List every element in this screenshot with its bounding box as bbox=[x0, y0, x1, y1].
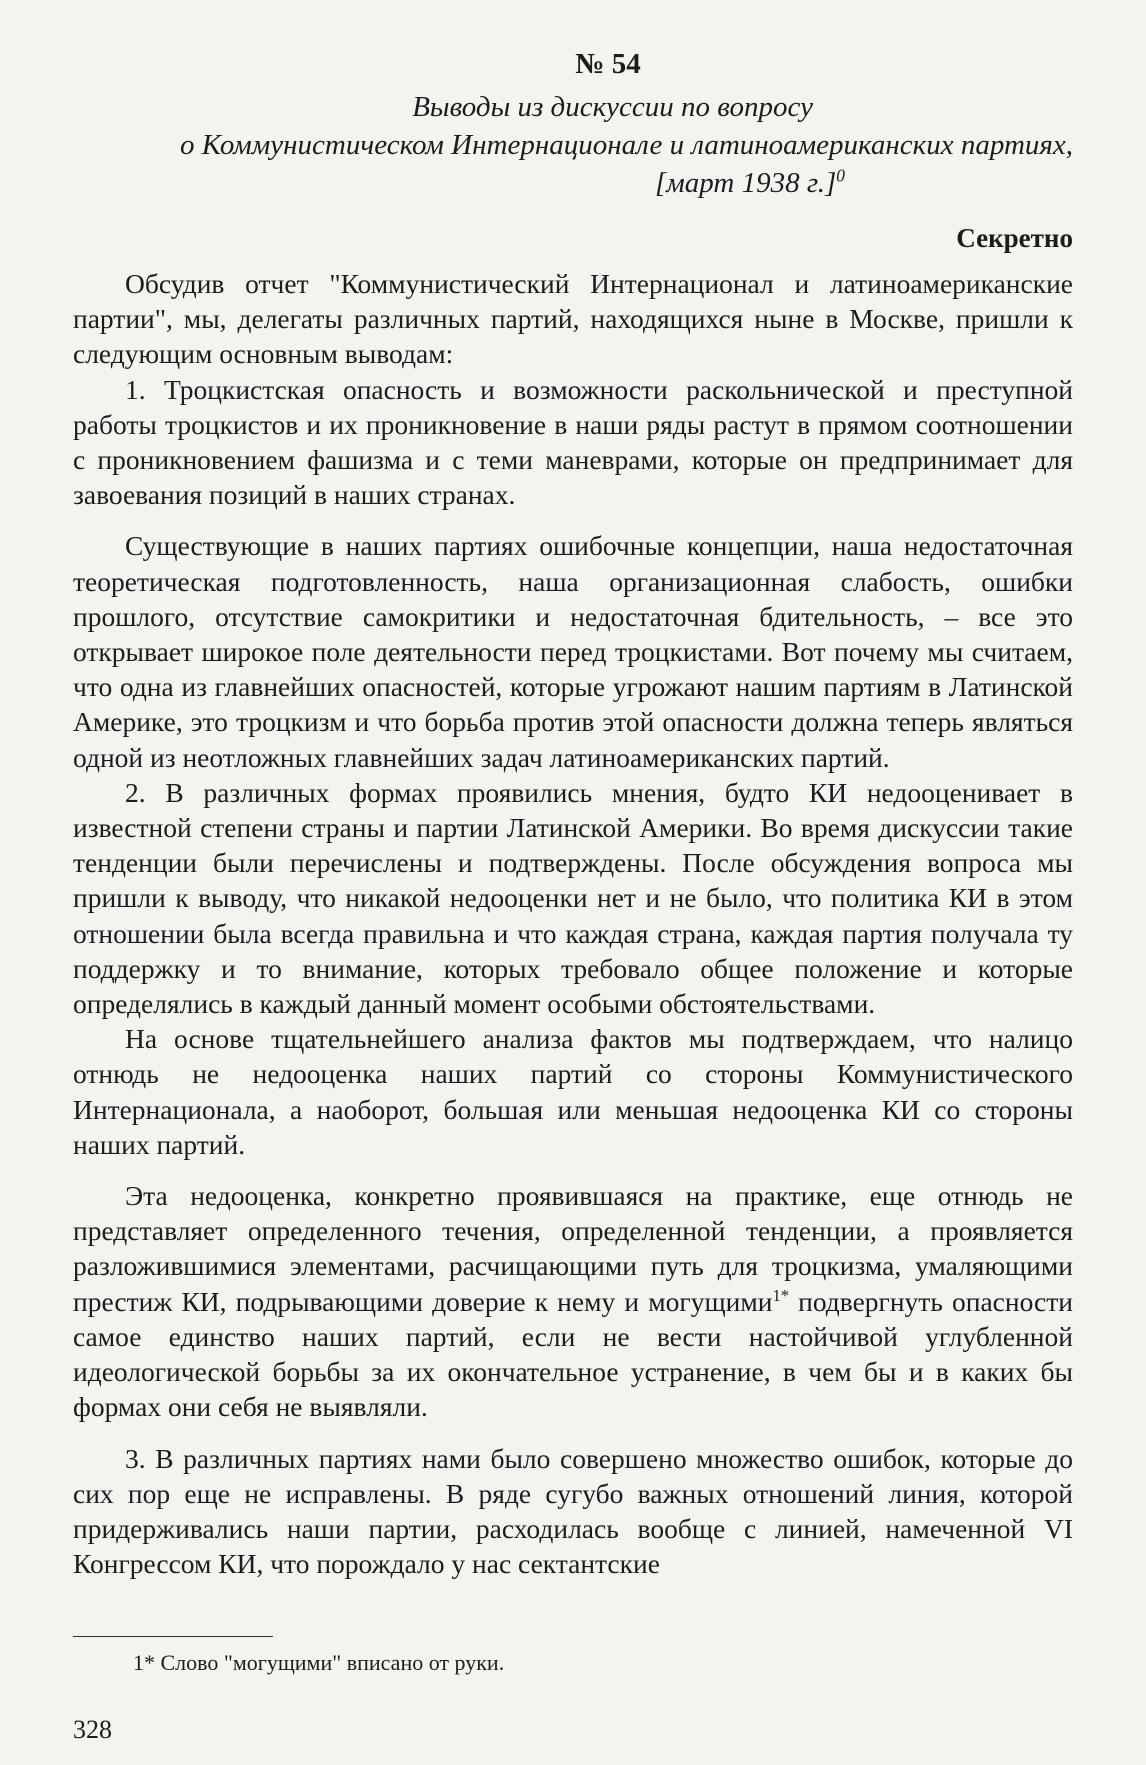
paragraph: Существующие в наших партиях ошибочные концепции, наша недостаточная теоретическая подготовленность, наша организационная слабость, ошибки прошлого, отсутствие самокритики и недостаточная бдительность, – все это открывает широкое поле деятельности перед троцкистами. Вот почему мы считаем, что одна из главнейших опасностей, которые угрожают нашим партиям в Латинской Америке, это троцкизм и что борьба против этой опасности должна теперь являться одной из неотложных главнейших задач латиноамериканских партий. bbox=[73, 530, 1073, 773]
document-body bbox=[73, 266, 1073, 1581]
footnote bbox=[133, 1648, 504, 1678]
paragraph-text-tail: подвергнуть опасности самое единство наших партий, если не вести настойчивой углубленной идеологической борьбы за их окончательное устранение, в чем бы и в каких бы формах они себя не выявляли. bbox=[73, 1285, 1073, 1423]
paragraph: 1. Троцкистская опасность и возможности раскольнической и преступной работы троцкистов и их проникновение в наши ряды растут в прямом соотношении с проникновением фашизма и с теми маневрами, которые он предпринимает для завоевания позиций в наших странах. bbox=[73, 373, 1073, 511]
footnote-text: Слово "могущими" вписано от руки. bbox=[155, 1650, 505, 1675]
title-line-2: о Коммунистическом Интернационале и латиноамериканских партиях, bbox=[179, 129, 1073, 161]
paragraph bbox=[73, 1178, 1073, 1424]
footnote-mark: 1* bbox=[133, 1650, 155, 1675]
footnote-reference: 1* bbox=[772, 1285, 789, 1305]
title-date-mark: 0 bbox=[836, 165, 845, 186]
classification-label: Секретно bbox=[956, 223, 1073, 253]
document-title bbox=[73, 88, 1073, 202]
page-number: 328 bbox=[73, 1715, 112, 1744]
document-page bbox=[73, 44, 1073, 1581]
paragraph: 3. В различных партиях нами было совершено множество ошибок, которые до сих пор еще не исправлены. В ряде сугубо важных отношений линия, которой придерживались наши партии, расходилась вообще с линией, намеченной VI Конгрессом КИ, что порождало у нас сектантские bbox=[73, 1442, 1073, 1580]
paragraph: 2. В различных формах проявились мнения, будто КИ недооценивает в известной степени страны и партии Латинской Америки. Во время дискуссии такие тенденции были перечислены и подтверждены. После обсуждения вопроса мы пришли к выводу, что никакой недооценки нет и не было, что политика КИ в этом отношении была всегда правильна и что каждая страна, каждая партия получала ту поддержку и то внимание, которых требовало общее положение и которые определялись в каждый данный момент особыми обстоятельствами. bbox=[73, 776, 1073, 1020]
title-line-1: Выводы из дискуссии по вопросу bbox=[412, 91, 813, 123]
paragraph: Обсудив отчет "Коммунистический Интернационал и латиноамериканские партии", мы, делегаты различных партий, находящихся ныне в Москве, пришли к следующим основным выводам: bbox=[73, 268, 1073, 370]
document-number: № 54 bbox=[575, 48, 641, 80]
paragraph-text: Эта недооценка, конкретно проявившаяся на практике, еще отнюдь не представляет определенного течения, определенной тенденции, а проявляется разложившимися элементами, расчищающими путь для троцкизма, умаляющими престиж КИ, подрывающими доверие к нему и могущими bbox=[73, 1180, 1073, 1317]
title-date bbox=[73, 164, 1073, 202]
title-date-text: [март 1938 г.] bbox=[654, 167, 837, 199]
footnote-divider bbox=[73, 1636, 273, 1637]
paragraph: На основе тщательнейшего анализа фактов мы подтверждаем, что налицо отнюдь не недооценка наших партий со стороны Коммунистического Интернационала, а наоборот, большая или меньшая недооценка КИ со стороны наших партий. bbox=[73, 1023, 1073, 1160]
